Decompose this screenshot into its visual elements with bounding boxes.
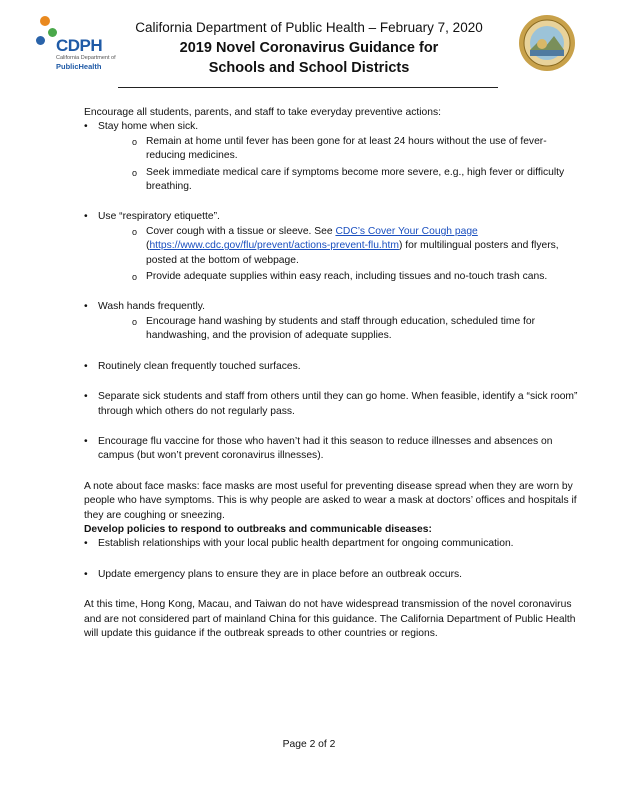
logo-mark: CDPH [56, 36, 103, 55]
intro-paragraph: Encourage all students, parents, and staff to take everyday preventive actions: [84, 107, 441, 118]
list-item: • Establish relationships with your local public health department for ongoing communication. [84, 537, 584, 551]
list-item: • Separate sick students and staff from others until they can go home. When feasible, identify a “sick room” through which others do not regularly pass. [84, 390, 584, 419]
sub-list [98, 315, 584, 344]
logo-public-health: PublicHealth [56, 62, 102, 71]
list-item: • Use “respiratory etiquette”. o Cover cough with a tissue or sleeve. See CDC’s Cover Your Cough page (https://www.cdc.gov/flu/prevent/actions-prevent-flu.htm) for multilingual posters and flyers, posted at the bottom of webpage. o Provide adequate supplies within easy reach, including tissues and no-touch trash cans. [84, 210, 584, 284]
sub-list-item: o Provide adequate supplies within easy reach, including tissues and no-touch trash cans. [132, 270, 584, 284]
logo-subtitle: California Department of [56, 55, 116, 61]
list-item: • Wash hands frequently. o Encourage hand washing by students and staff through education, scheduled time for handwashing, and the provision of adequate supplies. [84, 300, 584, 343]
list-item: • Encourage flu vaccine for those who haven’t had it this season to reduce illnesses and absences on campus (but won’t prevent coronavirus illnesses). [84, 435, 584, 464]
sub-list-item: o Encourage hand washing by students and staff through education, scheduled time for handwashing, and the provision of adequate supplies. [132, 315, 584, 344]
list-item: • Routinely clean frequently touched surfaces. [84, 360, 584, 374]
sub-list [98, 135, 584, 195]
header-agency-date: California Department of Public Health – February 7, 2020 [135, 20, 483, 35]
closing-paragraph: At this time, Hong Kong, Macau, and Taiwan do not have widespread transmission of the novel coronavirus and are not considered part of mainland China for this guidance. The California Department of Public Health will update this guidance if the outbreak spreads to other countries or regions. [84, 599, 576, 639]
document-title-line1: 2019 Novel Coronavirus Guidance for [179, 40, 439, 56]
sub-list-item: o Cover cough with a tissue or sleeve. See CDC’s Cover Your Cough page (https://www.cdc.gov/flu/prevent/actions-prevent-flu.htm) for multilingual posters and flyers, posted at the bottom of webpage. [132, 225, 584, 268]
header-divider [118, 87, 498, 88]
sub-list [98, 225, 584, 285]
page-number: Page 2 of 2 [282, 739, 336, 750]
list-item: • Stay home when sick. o Remain at home until fever has been gone for at least 24 hours without the use of fever-reducing medicines. o Seek immediate medical care if symptoms become more severe, e.g., high fever or difficulty breathing. [84, 120, 584, 194]
preventive-actions-list [84, 120, 584, 463]
document-body [84, 106, 584, 641]
cdc-url-link[interactable]: https://www.cdc.gov/flu/prevent/actions-prevent-flu.htm [149, 240, 399, 252]
policy-heading: Develop policies to respond to outbreaks and communicable diseases: [84, 523, 432, 535]
sub-list-item: o Remain at home until fever has been gone for at least 24 hours without the use of fever-reducing medicines. [132, 135, 584, 164]
policy-list [84, 537, 584, 582]
list-item: • Update emergency plans to ensure they are in place before an outbreak occurs. [84, 568, 584, 582]
face-mask-note: A note about face masks: face masks are most useful for preventing disease spread when they are worn by people who have symptoms. This is why people are asked to wear a mask at doctors’ offices and hospitals if they are coughing or sneezing. [84, 480, 577, 521]
document-title-line2: Schools and School Districts [208, 60, 410, 76]
cover-your-cough-link[interactable]: CDC’s Cover Your Cough page [335, 225, 478, 237]
sub-list-item: o Seek immediate medical care if symptoms become more severe, e.g., high fever or difficulty breathing. [132, 166, 584, 195]
